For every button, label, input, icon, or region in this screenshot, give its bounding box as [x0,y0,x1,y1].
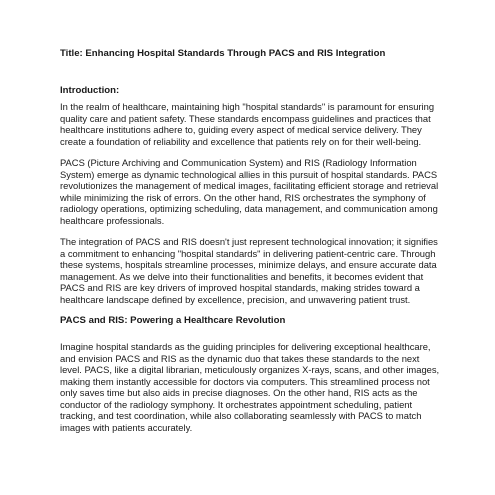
section-paragraph-1: Imagine hospital standards as the guiding principles for delivering exceptional healthcare, and envision PACS and RIS as the dynamic duo that takes these standards to the next level. PACS, like a digital librarian, meticulously organizes X-rays, scans, and other images, making them instantly accessible for doctors via computers. This streamlined process not only saves time but also aids in precise diagnoses. On the other hand, RIS acts as the conductor of the radiology symphony. It orchestrates appointment scheduling, patient tracking, and test coordination, while also collaborating seamlessly with PACS to match images with patients accurately. [60,341,440,433]
document-title: Title: Enhancing Hospital Standards Through PACS and RIS Integration [60,48,386,59]
introduction-heading: Introduction: [60,85,120,96]
intro-paragraph-1: In the realm of healthcare, maintaining high "hospital standards" is paramount for ensuring quality care and patient safety. These standards encompass guidelines and practices that healthcare institutions adhere to, guiding every aspect of medical service delivery. They create a foundation of reliability and excellence that patients rely on for their well-being. [60,101,435,147]
document-page [60,48,440,443]
intro-paragraph-3: The integration of PACS and RIS doesn't just represent technological innovation; it signifies a commitment to enhancing "hospital standards" in delivering patient-centric care. Through these systems, hospitals streamline processes, minimize delays, and ensure accurate data management. As we delve into their functionalities and benefits, it becomes evident that PACS and RIS are key drivers of improved hospital standards, making strides toward a healthcare landscape defined by excellence, precision, and unwavering patient trust. [60,236,438,305]
intro-paragraph-2: PACS (Picture Archiving and Communication System) and RIS (Radiology Information System) emerge as dynamic technological allies in this pursuit of hospital standards. PACS revolutionizes the management of medical images, facilitating efficient storage and retrieval while minimizing the risk of errors. On the other hand, RIS orchestrates the symphony of radiology operations, optimizing scheduling, data management, and communication among healthcare professionals. [60,157,439,226]
section-heading: PACS and RIS: Powering a Healthcare Revolution [60,315,286,326]
